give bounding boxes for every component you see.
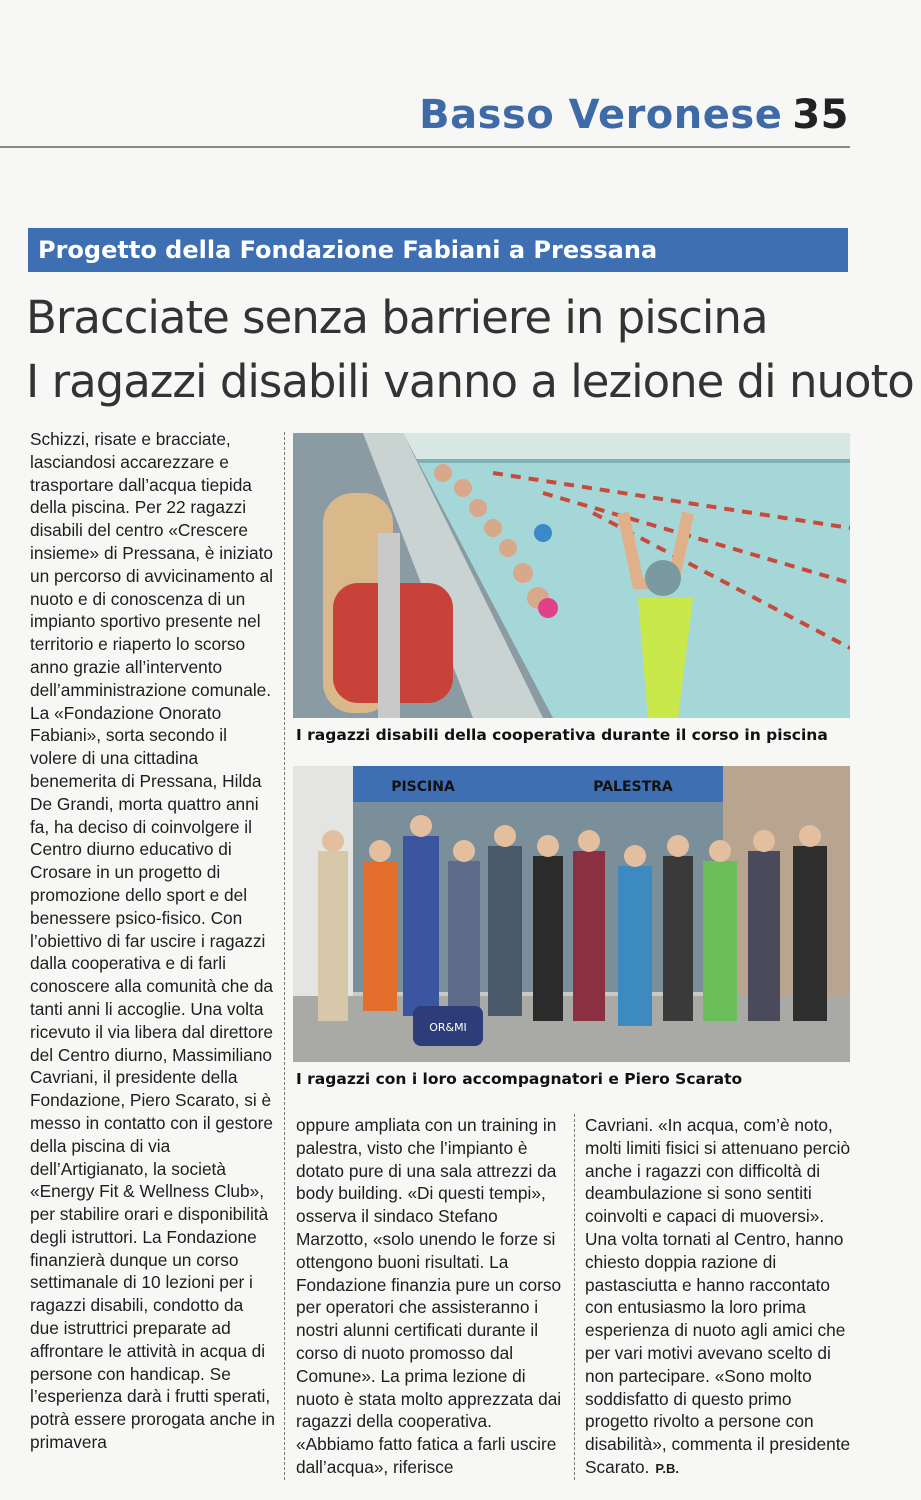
column-2-text: oppure ampliata con un training in palestra, visto che l’impianto è dotato pure di una sala attrezzi da body building. «Di questi tempi», osserva il sindaco Stefano Marzotto, «solo unendo le forze si ottengono buoni risultati. La Fondazione finanzia pure un corso per operatori che assisteranno i nostri alunni certificati durante il corso di nuoto promosso dal Comune». La prima lezione di nuoto è stata molto apprezzata dai ragazzi della cooperativa. «Abbiamo fatto fatica a farli uscire dall’acqua», riferisce [296,1115,562,1477]
headline-line-1: Bracciate senza barriere in piscina [26,291,768,344]
sign-piscina: PISCINA [391,779,455,795]
pool-photo-caption: I ragazzi disabili della cooperativa durante il corso in piscina [296,726,828,744]
article-headline [26,286,914,414]
article-column-2 [296,1114,564,1479]
article-column-1 [30,428,275,1454]
column-3-paragraph [585,1114,853,1481]
article-column-3 [585,1114,853,1481]
group-photo-caption: I ragazzi con i loro accompagnatori e Piero Scarato [296,1070,743,1088]
group-photo [293,766,850,1062]
pool-photo [293,433,850,718]
author-signature: P.B. [655,1460,679,1476]
page-header [419,92,849,138]
headline-line-2: I ragazzi disabili vanno a lezione di nuoto [26,355,914,408]
page-number: 35 [792,92,849,138]
column-divider-1 [284,432,285,1480]
bag-label: OR&MI [429,1021,467,1034]
column-1-text: Schizzi, risate e bracciate, lasciandosi accarezzare e trasportare dall’acqua tiepida della piscina. Per 22 ragazzi disabili del centro «Crescere insieme» di Pressana, è iniziato un percorso di avvicinamento al nuoto e di conoscenza di un impianto sportivo presente nel territorio e riaperto lo scorso anno grazie all’intervento dell’amministrazione comunale. La «Fondazione Onorato Fabiani», sorta secondo il volere di una cittadina benemerita di Pressana, Hilda De Grandi, morta quattro anni fa, ha deciso di coinvolgere il Centro diurno educativo di Crosare in un progetto di promozione dello sport e del benessere psico-fisico. Con l’obiettivo di far uscire i ragazzi dalla cooperativa e di farli conoscere alla comunità che da tanti anni li accoglie. Una volta ricevuto il via libera dal direttore del Centro diurno, Massimiliano Cavriani, il presidente della Fondazione, Piero Scarato, si è messo in contatto con il gestore della piscina di via dell’Artigianato, la società «Energy Fit & Wellness Club», per stabilire orari e disponibilità degli istruttori. La Fondazione finanzierà dunque un corso settimanale di 10 lezioni per i ragazzi disabili, condotto da due istruttrici preparate ad affrontare le attività in acqua di persone con handicap. Se l’esperienza darà i frutti sperati, potrà essere prorogata anche in primavera [30,429,275,1453]
sign-palestra: PALESTRA [593,779,673,795]
column-divider-2 [574,1114,575,1480]
article-kicker: Progetto della Fondazione Fabiani a Pressana [28,228,848,272]
header-rule [0,146,850,148]
section-title: Basso Veronese [419,92,783,138]
column-3-text: Cavriani. «In acqua, com’è noto, molti limiti fisici si attenuano perciò anche i ragazzi con difficoltà di deambulazione si sono sentiti coinvolti e capaci di muoversi». Una volta tornati al Centro, hanno chiesto doppia razione di pastasciutta e hanno raccontato con entusiasmo la loro prima esperienza di nuoto agli amici che per vari motivi avevano scelto di non partecipare. «Sono molto soddisfatto di questo primo progetto rivolto a persone con disabilità», commenta il presidente Scarato. [585,1115,851,1477]
